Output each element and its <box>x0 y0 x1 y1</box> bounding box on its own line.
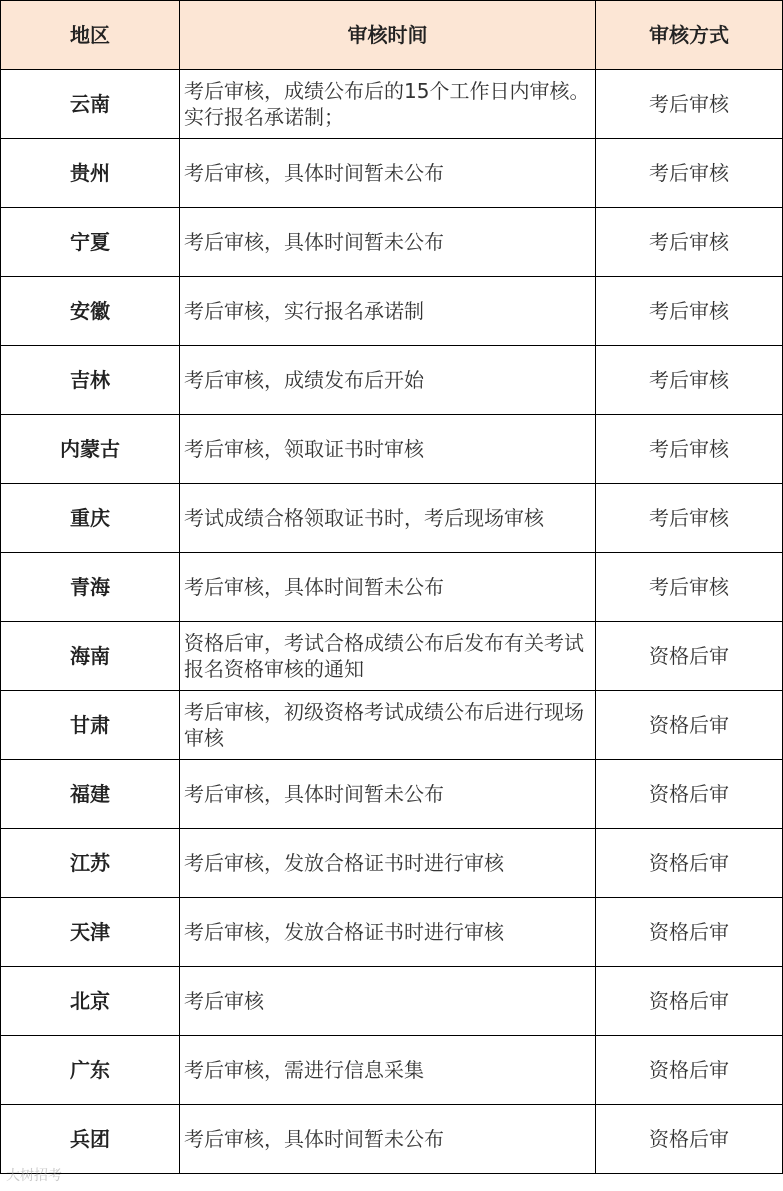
region-cell: 福建 <box>1 760 180 829</box>
table-row <box>1 1036 783 1105</box>
review-time-cell: 考试成绩合格领取证书时，考后现场审核 <box>180 484 596 553</box>
table-row <box>1 691 783 760</box>
table-row <box>1 760 783 829</box>
region-cell: 天津 <box>1 898 180 967</box>
table-row <box>1 139 783 208</box>
table-body <box>1 70 783 1174</box>
review-time-cell: 考后审核，发放合格证书时进行审核 <box>180 898 596 967</box>
review-method-cell: 考后审核 <box>596 208 783 277</box>
region-cell: 甘肃 <box>1 691 180 760</box>
region-cell: 北京 <box>1 967 180 1036</box>
review-time-cell: 考后审核，具体时间暂未公布 <box>180 139 596 208</box>
header-row <box>1 1 783 70</box>
header-review-time: 审核时间 <box>180 1 596 70</box>
table-row <box>1 622 783 691</box>
region-cell: 青海 <box>1 553 180 622</box>
review-time-cell: 考后审核，实行报名承诺制 <box>180 277 596 346</box>
region-cell: 贵州 <box>1 139 180 208</box>
table-row <box>1 208 783 277</box>
table-row <box>1 829 783 898</box>
review-method-cell: 考后审核 <box>596 139 783 208</box>
table-row <box>1 346 783 415</box>
table-row <box>1 898 783 967</box>
review-method-cell: 考后审核 <box>596 415 783 484</box>
review-method-cell: 资格后审 <box>596 898 783 967</box>
table-row <box>1 70 783 139</box>
table-row <box>1 553 783 622</box>
review-method-cell: 资格后审 <box>596 622 783 691</box>
review-time-cell: 考后审核，具体时间暂未公布 <box>180 208 596 277</box>
review-method-cell: 资格后审 <box>596 691 783 760</box>
review-time-cell: 资格后审，考试合格成绩公布后发布有关考试报名资格审核的通知 <box>180 622 596 691</box>
review-method-cell: 资格后审 <box>596 760 783 829</box>
table-row <box>1 1105 783 1174</box>
region-cell: 海南 <box>1 622 180 691</box>
watermark: 大树招考 <box>6 1168 62 1184</box>
region-cell: 广东 <box>1 1036 180 1105</box>
region-cell: 兵团 <box>1 1105 180 1174</box>
review-time-cell: 考后审核 <box>180 967 596 1036</box>
region-cell: 安徽 <box>1 277 180 346</box>
review-time-cell: 考后审核，初级资格考试成绩公布后进行现场审核 <box>180 691 596 760</box>
review-method-cell: 考后审核 <box>596 70 783 139</box>
header-region: 地区 <box>1 1 180 70</box>
review-time-cell: 考后审核，具体时间暂未公布 <box>180 553 596 622</box>
region-cell: 云南 <box>1 70 180 139</box>
table-row <box>1 415 783 484</box>
review-time-cell: 考后审核，领取证书时审核 <box>180 415 596 484</box>
review-time-cell: 考后审核，具体时间暂未公布 <box>180 760 596 829</box>
review-time-cell: 考后审核，需进行信息采集 <box>180 1036 596 1105</box>
review-method-cell: 考后审核 <box>596 346 783 415</box>
review-method-cell: 资格后审 <box>596 1105 783 1174</box>
table-row <box>1 484 783 553</box>
review-method-cell: 考后审核 <box>596 484 783 553</box>
region-cell: 内蒙古 <box>1 415 180 484</box>
header-review-method: 审核方式 <box>596 1 783 70</box>
table-row <box>1 967 783 1036</box>
table-row <box>1 277 783 346</box>
review-method-cell: 考后审核 <box>596 277 783 346</box>
review-time-cell: 考后审核，发放合格证书时进行审核 <box>180 829 596 898</box>
review-method-cell: 资格后审 <box>596 829 783 898</box>
region-cell: 重庆 <box>1 484 180 553</box>
review-time-cell: 考后审核，具体时间暂未公布 <box>180 1105 596 1174</box>
review-method-cell: 资格后审 <box>596 1036 783 1105</box>
review-time-cell: 考后审核，成绩发布后开始 <box>180 346 596 415</box>
region-cell: 江苏 <box>1 829 180 898</box>
review-time-cell: 考后审核，成绩公布后的15个工作日内审核。实行报名承诺制； <box>180 70 596 139</box>
review-method-cell: 资格后审 <box>596 967 783 1036</box>
review-method-cell: 考后审核 <box>596 553 783 622</box>
region-cell: 宁夏 <box>1 208 180 277</box>
region-cell: 吉林 <box>1 346 180 415</box>
